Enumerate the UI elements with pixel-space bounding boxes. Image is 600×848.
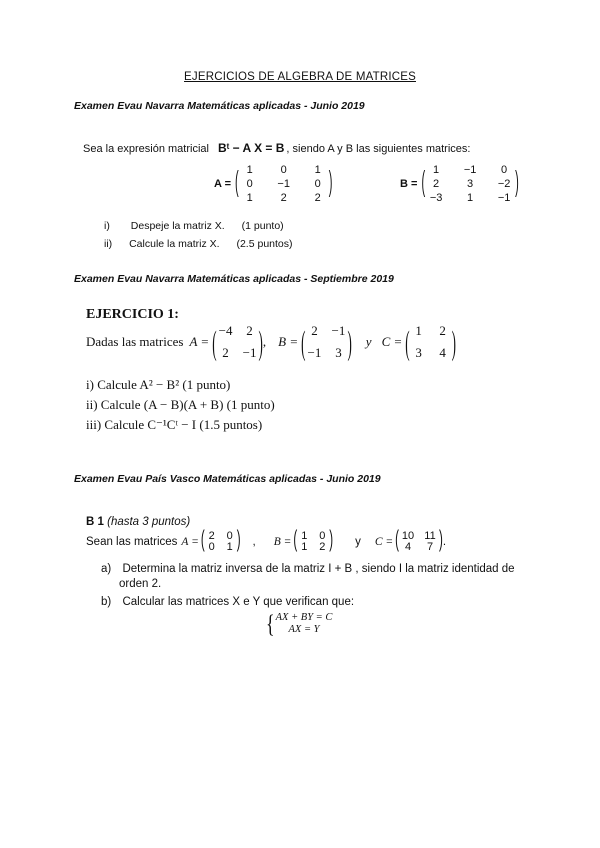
matrix-cell: −1 [307, 345, 322, 360]
left-paren: ( [235, 167, 239, 199]
equation-1: AX + BY = C [275, 612, 333, 623]
matrix-B-label: B = [400, 178, 418, 190]
matrix-B-label: B = [278, 334, 299, 349]
item-text: Calcule la matriz X. [129, 238, 220, 250]
equation-2: AX = Y [288, 624, 320, 635]
section1-header: Examen Evau Navarra Matemáticas aplicadas - Junio 2019 [74, 100, 365, 112]
matrix-cell: 3 [415, 345, 422, 360]
matrix-B [305, 323, 347, 361]
matrix-cell: −1 [497, 192, 511, 204]
section2-item-iii: iii) Calcule C⁻¹Cᵗ − I (1.5 puntos) [86, 417, 263, 432]
item-number: a) [101, 563, 112, 575]
matrix-cell: 3 [467, 178, 474, 190]
section3-header: Examen Evau País Vasco Matemáticas aplicadas - Junio 2019 [74, 473, 381, 485]
right-paren: ) [451, 322, 456, 362]
item-text: Despeje la matriz X. [130, 220, 225, 232]
matrix-cell: 7 [426, 541, 434, 553]
matrix-C-label: C = [374, 536, 394, 548]
section3-item-b [101, 596, 354, 608]
section3-matrices: Sean las matrices A = ( 2 0 0 1 ) , B = ( 1 0 1 2 ) y C = ( 10 11 4 7 ) . [86, 528, 447, 553]
section1-item-i [104, 220, 284, 232]
matrix-cell: −2 [497, 178, 511, 190]
matrix-cell: 1 [314, 164, 321, 176]
matrix-cell: 4 [439, 345, 446, 360]
matrix-cell: 0 [501, 164, 508, 176]
matrix-cell: 0 [226, 530, 233, 542]
matrix-B [425, 164, 515, 204]
matrix-cell: 1 [226, 541, 233, 553]
matrix-cell: 2 [280, 192, 287, 204]
matrix-cell: 2 [314, 192, 321, 204]
matrix-cell: 0 [319, 530, 326, 542]
matrix-cell: 1 [301, 530, 308, 542]
matrix-A [205, 531, 237, 553]
matrix-cell: 10 [401, 530, 415, 542]
separator: , [252, 536, 256, 548]
section3-intro: Sean las matrices [86, 536, 178, 548]
right-paren: ) [439, 528, 443, 553]
matrix-A-label: A = [214, 178, 232, 190]
matrix-A [239, 164, 329, 204]
matrix-A-block [214, 164, 332, 204]
conjunction: y [355, 536, 361, 548]
matrix-C [410, 323, 452, 361]
matrix-cell: 0 [246, 178, 253, 190]
left-paren: ( [212, 322, 217, 362]
item-number: ii) [104, 238, 113, 250]
b1-points: (hasta 3 puntos) [107, 516, 191, 528]
b1-heading [86, 516, 190, 528]
matrix-cell: −1 [463, 164, 477, 176]
right-paren: ) [236, 528, 241, 553]
conjunction: y [365, 334, 372, 349]
matrix-cell: 2 [208, 530, 215, 542]
matrix-C [399, 531, 439, 553]
intro-suffix: , siendo A y B las siguientes matrices: [286, 143, 471, 155]
matrix-C-label: C = [381, 334, 403, 349]
left-paren: ( [405, 322, 410, 362]
section3-item-a [101, 563, 515, 575]
right-paren: ) [347, 322, 352, 362]
section1-item-ii [104, 238, 293, 250]
matrix-cell: −3 [429, 192, 443, 204]
section2-header: Examen Evau Navarra Matemáticas aplicadas - Septiembre 2019 [74, 273, 394, 285]
matrix-cell: −4 [218, 323, 233, 338]
ejercicio-title: EJERCICIO 1: [86, 307, 179, 322]
matrix-A-label: A = [189, 334, 210, 349]
matrix-cell: 1 [433, 164, 440, 176]
section3-item-a-cont: orden 2. [119, 578, 162, 590]
page-title: EJERCICIOS DE ALGEBRA DE MATRICES [184, 71, 416, 83]
matrix-cell: 2 [433, 178, 440, 190]
matrix-cell: 2 [246, 323, 253, 338]
matrix-cell: 0 [208, 541, 215, 553]
matrix-cell: 1 [415, 323, 422, 338]
item-text: Calcular las matrices X e Y que verifican que: [122, 596, 355, 608]
right-paren: ) [258, 322, 263, 362]
intro-prefix: Sea la expresión matricial [83, 143, 209, 155]
item-number: b) [101, 596, 112, 608]
item-points: (2.5 puntos) [236, 238, 293, 250]
left-paren: ( [200, 528, 205, 553]
matrix-cell: 1 [467, 192, 474, 204]
matrix-cell: 1 [301, 541, 308, 553]
matrix-cell: 0 [314, 178, 321, 190]
left-paren: ( [301, 322, 306, 362]
matrix-A [217, 323, 259, 361]
right-paren: ) [515, 167, 519, 199]
left-paren: ( [421, 167, 426, 199]
item-number: i) [104, 220, 110, 232]
matrix-expression: Bᵗ − A X = B [218, 141, 285, 155]
left-paren: ( [293, 528, 298, 553]
matrix-cell: 2 [222, 345, 229, 360]
matrix-cell: 4 [404, 541, 412, 553]
matrix-B-block [400, 164, 519, 204]
matrix-B-label: B = [273, 536, 292, 548]
matrix-cell: 11 [424, 530, 436, 542]
matrix-cell: 0 [280, 164, 287, 176]
section2-matrices: Dadas las matrices A = ( −4 2 2 −1 ) , B = ( 2 −1 −1 3 ) y C = ( 1 2 3 4 ) [86, 322, 456, 362]
section2-intro: Dadas las matrices [86, 334, 184, 349]
section2-item-ii: ii) Calcule (A − B)(A + B) (1 punto) [86, 397, 275, 412]
item-text: Determina la matriz inversa de la matriz I + B , siendo I la matriz identidad de [122, 563, 515, 575]
right-paren: ) [328, 167, 333, 199]
item-points: (1 punto) [241, 220, 284, 232]
matrix-B [297, 531, 329, 553]
left-paren: ( [395, 528, 400, 553]
matrix-A-label: A = [181, 536, 199, 548]
matrix-cell: −1 [242, 345, 257, 360]
system-brace: { [266, 609, 275, 638]
matrix-cell: 1 [246, 164, 253, 176]
matrix-cell: 2 [439, 323, 446, 338]
equation-system [266, 609, 333, 638]
matrix-cell: 2 [311, 323, 318, 338]
b1-label: B 1 [86, 516, 104, 528]
matrix-cell: 1 [246, 192, 253, 204]
matrix-cell: −1 [277, 178, 290, 190]
matrix-cell: 2 [319, 541, 326, 553]
right-paren: ) [329, 528, 334, 553]
section1-intro [83, 141, 470, 155]
matrix-cell: −1 [331, 323, 346, 338]
matrix-cell: 3 [335, 345, 342, 360]
section2-item-i: i) Calcule A² − B² (1 punto) [86, 377, 231, 392]
